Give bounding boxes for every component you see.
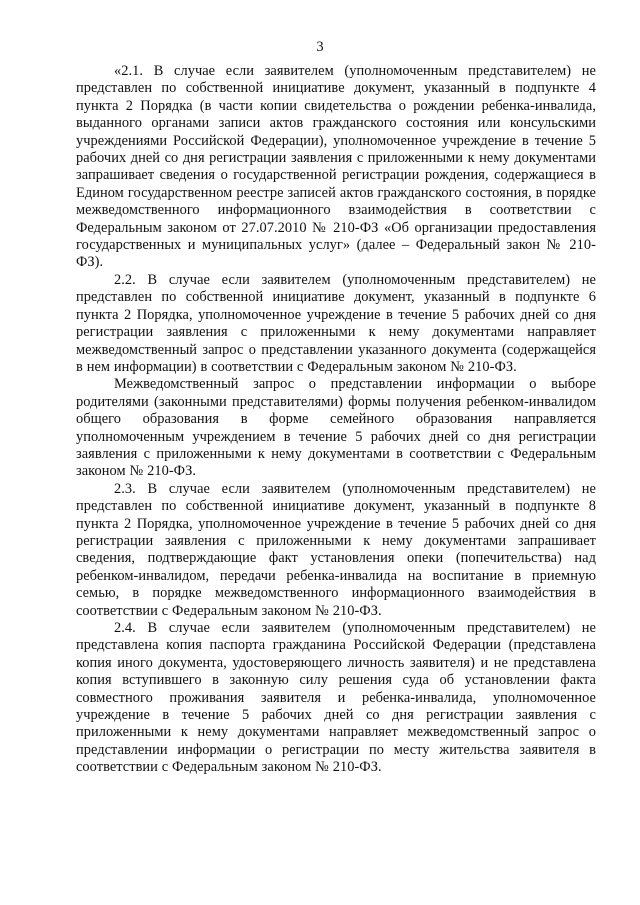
paragraph-2-4: 2.4. В случае если заявителем (уполномоченным представителем) не представлена копия паспорта гражданина Российской Федерации (представлена копия иного документа, удостоверяющего личность заявителя) и не представлена копия вступившего в законную силу решения суда об установлении факта совместного проживания заявителя и ребенка-инвалида, уполномоченное учреждение в течение 5 рабочих дней со дня регистрации заявления с приложенными к нему документами направляет межведомственный запрос о представлении информации о регистрации по месту жительства заявителя в соответствии с Федеральным законом № 210-ФЗ. [76,620,596,776]
paragraph-2-1: «2.1. В случае если заявителем (уполномоченным представителем) не представлен по собственной инициативе документ, указанный в подпункте 4 пункта 2 Порядка (в части копии свидетельства о рождении ребенка-инвалида, выданного органами записи актов гражданского состояния или консульскими учреждениями Российской Федерации), уполномоченное учреждение в течение 5 рабочих дней со дня регистрации заявления с приложенными к нему документами запрашивает сведения о государственной регистрации рождения, содержащиеся в Едином государственном реестре записей актов гражданского состояния, в порядке межведомственного информационного взаимодействия в соответствии с Федеральным законом от 27.07.2010 № 210-ФЗ «Об организации предоставления государственных и муниципальных услуг» (далее – Федеральный закон № 210-ФЗ). [76,63,596,271]
paragraph-2-3: 2.3. В случае если заявителем (уполномоченным представителем) не представлен по собственной инициативе документ, указанный в подпункте 8 пункта 2 Порядка, уполномоченное учреждение в течение 5 рабочих дней со дня регистрации заявления с приложенными к нему документами запрашивает сведения, подтверждающие факт установления опеки (попечительства) над ребенком-инвалидом, передачи ребенка-инвалида на воспитание в приемную семью, в порядке межведомственного информационного взаимодействия в соответствии с Федеральным законом № 210-ФЗ. [76,480,596,619]
paragraph-2-2-continuation: Межведомственный запрос о представлении информации о выборе родителями (законными представителями) формы получения ребенком-инвалидом общего образования в форме семейного образования направляется уполномоченным учреждением в течение 5 рабочих дней со дня регистрации заявления с приложенными к нему документами в соответствии с Федеральным законом № 210-ФЗ. [76,376,596,480]
page-number: 3 [316,39,324,55]
document-body [76,63,596,777]
paragraph-2-2: 2.2. В случае если заявителем (уполномоченным представителем) не представлен по собственной инициативе документ, указанный в подпункте 6 пункта 2 Порядка, уполномоченное учреждение в течение 5 рабочих дней со дня регистрации заявления с приложенными к нему документами направляет межведомственный запрос о представлении указанного документа (содержащейся в нем информации) в соответствии с Федеральным законом № 210-ФЗ. [76,271,596,375]
